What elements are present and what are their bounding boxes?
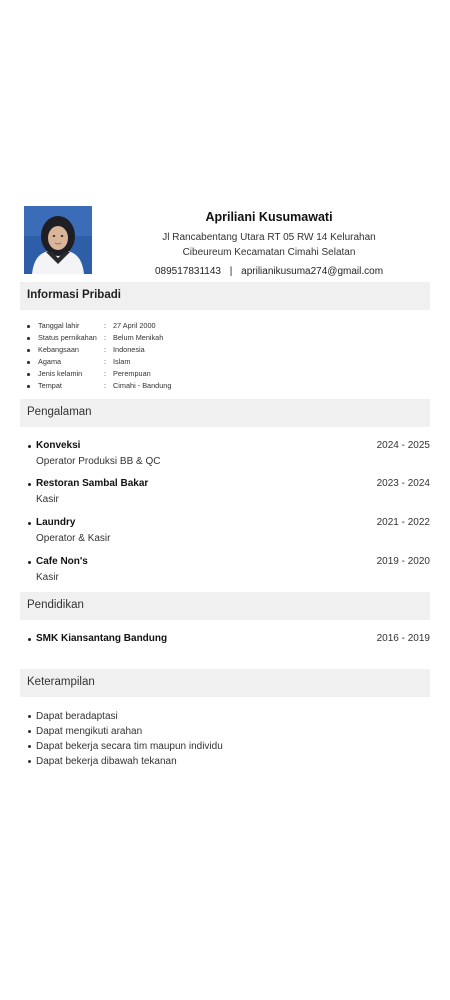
experience-company: Laundry [36,517,76,528]
list-item [26,332,326,344]
info-separator: : [104,369,107,378]
section-title: Informasi Pribadi [27,289,121,301]
list-item [26,754,406,769]
bullet-icon [27,385,30,388]
address-line-1: Jl Rancabentang Utara RT 05 RW 14 Kelurahan [162,232,376,243]
info-label: Kebangsaan [38,345,79,354]
profile-header [24,206,430,277]
contact-separator: | [229,266,233,277]
info-label: Agama [38,357,62,366]
experience-years: 2023 - 2024 [376,478,430,489]
experience-item [26,555,430,589]
info-value: Perempuan [113,369,151,378]
phone-number: 089517831143 [154,266,221,277]
list-item [26,380,326,392]
bullet-icon [27,325,30,328]
address-line-2: Cibeureum Kecamatan Cimahi Selatan [182,247,356,258]
skills-list [26,709,406,769]
bullet-icon [28,760,31,763]
info-label: Status pernikahan [38,333,97,342]
section-title: Pendidikan [27,599,84,611]
section-skills [20,669,430,697]
list-item [26,709,406,724]
experience-company: Restoran Sambal Bakar [36,478,149,489]
info-separator: : [104,345,107,354]
experience-item [26,477,430,511]
experience-role: Operator Produksi BB & QC [36,456,161,467]
bullet-icon [28,445,31,448]
skill-text: Dapat bekerja dibawah tekanan [36,756,177,767]
info-label: Tempat [38,381,62,390]
info-separator: : [104,321,107,330]
email-address: aprilianikusuma274@gmail.com [241,266,384,277]
bullet-icon [28,483,31,486]
skill-text: Dapat beradaptasi [36,711,118,722]
experience-company: Konveksi [36,440,81,451]
profile-photo-image [24,206,92,274]
section-personal-info [20,282,430,310]
experience-item [26,516,430,550]
list-item [26,344,326,356]
info-label: Jenis kelamin [38,369,83,378]
list-item [26,724,406,739]
profile-details [108,206,430,279]
experience-role: Operator & Kasir [36,533,111,544]
profile-contact [108,265,430,279]
experience-company: Cafe Non's [36,556,88,567]
experience-item [26,439,430,473]
bullet-icon [28,522,31,525]
bullet-icon [28,745,31,748]
experience-role: Kasir [36,572,59,583]
info-value: Indonesia [113,345,145,354]
experience-role: Kasir [36,494,59,505]
info-separator: : [104,333,107,342]
experience-years: 2024 - 2025 [376,440,430,451]
info-value: 27 April 2000 [113,321,156,330]
list-item [26,356,326,368]
list-item [26,368,326,380]
section-title: Keterampilan [27,676,95,688]
personal-info-list [26,320,326,392]
info-separator: : [104,357,107,366]
bullet-icon [27,373,30,376]
list-item [26,739,406,754]
profile-address [108,230,430,260]
info-separator: : [104,381,107,390]
skill-text: Dapat mengikuti arahan [36,726,143,737]
section-title: Pengalaman [27,406,92,418]
info-label: Tanggal lahir [38,321,80,330]
bullet-icon [28,715,31,718]
bullet-icon [27,361,30,364]
list-item [26,320,326,332]
education-school: SMK Kiansantang Bandung [36,633,168,644]
profile-name: Apriliani Kusumawati [205,210,333,224]
education-years: 2016 - 2019 [376,633,430,644]
bullet-icon [28,638,31,641]
bullet-icon [27,349,30,352]
profile-photo [24,206,92,274]
section-experience [20,399,430,427]
experience-years: 2021 - 2022 [376,517,430,528]
skill-text: Dapat bekerja secara tim maupun individu [36,741,223,752]
bullet-icon [28,730,31,733]
bullet-icon [28,561,31,564]
bullet-icon [27,337,30,340]
info-value: Belum Menikah [113,333,164,342]
education-item [26,632,430,666]
section-education [20,592,430,620]
info-value: Islam [113,357,131,366]
experience-years: 2019 - 2020 [376,556,430,567]
info-value: Cimahi - Bandung [113,381,172,390]
